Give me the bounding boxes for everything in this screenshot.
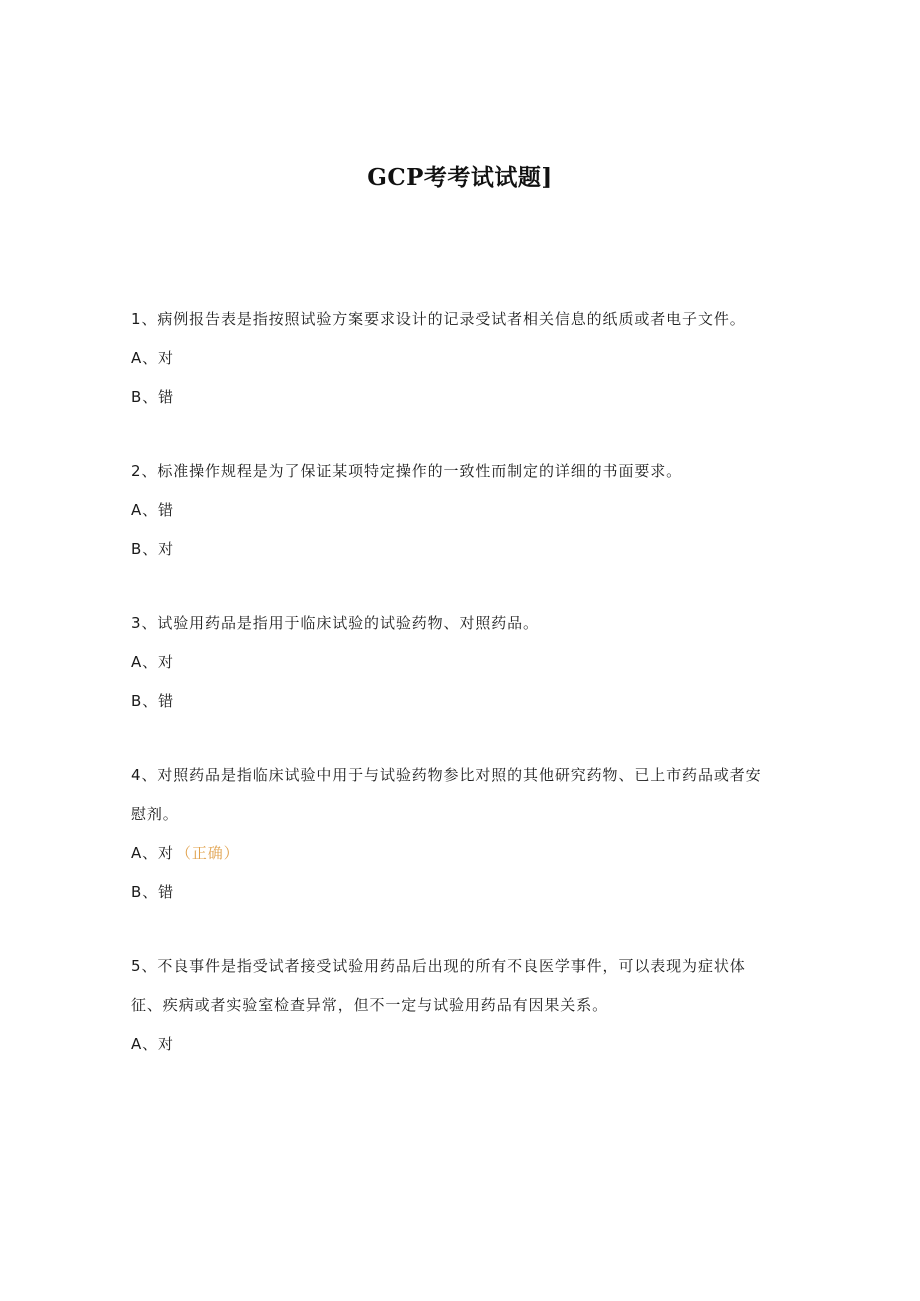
option-b[interactable]: [131, 682, 773, 721]
option-a[interactable]: [131, 834, 773, 873]
option-label: B、错: [131, 388, 174, 406]
option-a[interactable]: [131, 643, 773, 682]
option-label: A、错: [131, 501, 174, 519]
option-a[interactable]: [131, 339, 773, 378]
option-label: A、对: [131, 1035, 174, 1053]
option-a[interactable]: [131, 1025, 773, 1064]
option-label: B、错: [131, 692, 174, 710]
option-a[interactable]: [131, 491, 773, 530]
option-label: B、对: [131, 540, 174, 558]
option-b[interactable]: [131, 530, 773, 569]
question-3: [131, 604, 773, 721]
correct-answer-mark: （正确）: [175, 844, 240, 862]
question-4: [131, 756, 773, 912]
option-b[interactable]: [131, 378, 773, 417]
option-label: A、对: [131, 349, 174, 367]
page-title: GCP考考试试题]: [367, 164, 553, 191]
question-list: [131, 300, 773, 1099]
option-label: A、对: [131, 653, 174, 671]
question-1: [131, 300, 773, 417]
question-stem: 2、标准操作规程是为了保证某项特定操作的一致性而制定的详细的书面要求。: [131, 462, 683, 480]
option-b[interactable]: [131, 873, 773, 912]
question-stem: 4、对照药品是指临床试验中用于与试验药物参比对照的其他研究药物、已上市药品或者安慰剂。: [131, 766, 762, 823]
question-stem: 3、试验用药品是指用于临床试验的试验药物、对照药品。: [131, 614, 539, 632]
question-stem: 1、病例报告表是指按照试验方案要求设计的记录受试者相关信息的纸质或者电子文件。: [131, 310, 746, 328]
question-2: [131, 452, 773, 569]
option-label: A、对: [131, 844, 174, 862]
question-stem: 5、不良事件是指受试者接受试验用药品后出现的所有不良医学事件，可以表现为症状体征、疾病或者实验室检查异常，但不一定与试验用药品有因果关系。: [131, 957, 746, 1014]
option-label: B、错: [131, 883, 174, 901]
question-5: [131, 947, 773, 1064]
